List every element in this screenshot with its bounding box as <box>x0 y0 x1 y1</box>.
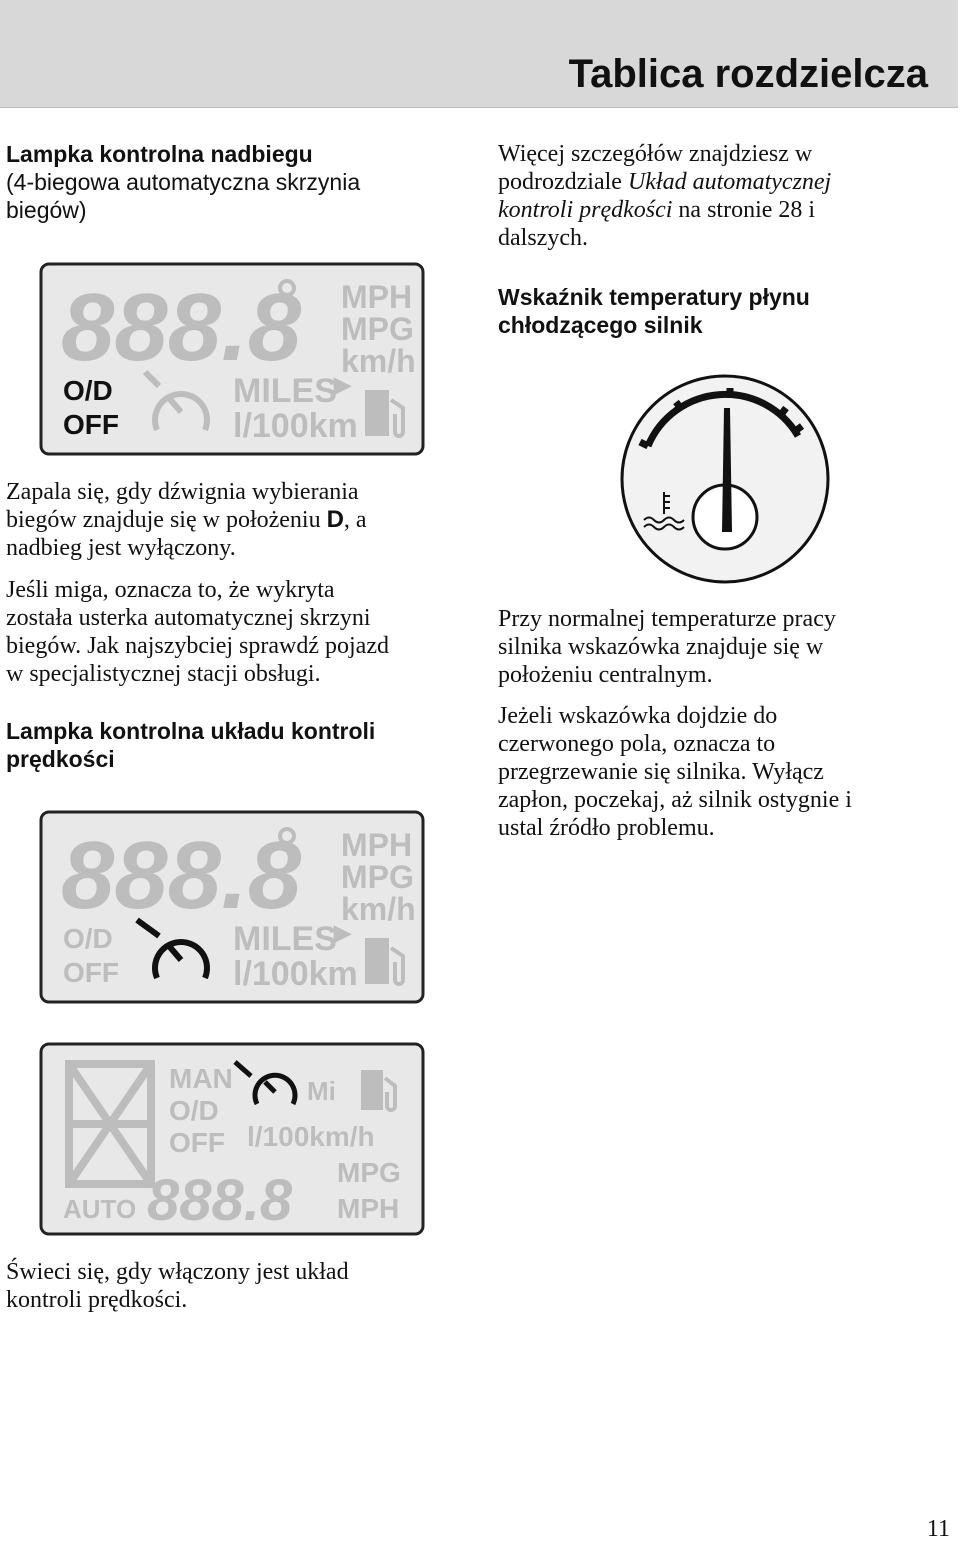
speed-control-heading-2: prędkości <box>6 746 115 772</box>
coolant-para2-line5: ustal źródło problemu. <box>498 815 715 841</box>
off-label: OFF <box>63 957 119 988</box>
page-header <box>0 0 958 108</box>
unit-mph: MPH <box>341 827 413 863</box>
overdrive-para1-line1: Zapala się, gdy dźwignia wybierania <box>6 479 359 505</box>
digit-readout: 888.8 <box>61 822 302 929</box>
auto-label: AUTO <box>63 1194 137 1224</box>
overdrive-subheading-2: biegów) <box>6 197 87 223</box>
coolant-para2-line1: Jeżeli wskazówka dojdzie do <box>498 703 778 729</box>
unit-mpg: MPG <box>341 311 414 347</box>
overdrive-para1-line3: nadbieg jest wyłączony. <box>6 535 236 561</box>
intro-line2: podrozdziale Układ automatycznej <box>498 169 832 195</box>
mi-label: Mi <box>307 1076 336 1106</box>
off-label: OFF <box>63 409 119 440</box>
digit-readout: 888.8 <box>61 274 302 381</box>
intro-line1: Więcej szczegółów znajdziesz w <box>498 141 813 167</box>
unit-miles: MILES <box>233 920 337 958</box>
od-label: O/D <box>169 1095 219 1126</box>
mpg-label: MPG <box>337 1157 401 1188</box>
page-title: Tablica rozdzielcza <box>568 52 928 96</box>
speed-control-display-panel <box>39 810 427 1005</box>
od-label: O/D <box>63 923 113 954</box>
unit-l100km: l/100km <box>233 407 358 445</box>
overdrive-para2-line2: została usterka automatycznej skrzyni <box>6 605 371 631</box>
arrow-glyph-icon: ▶ <box>334 920 351 945</box>
gear-position-d: D <box>326 506 344 533</box>
overdrive-para1-line2: biegów znajduje się w położeniu D, a <box>6 506 367 533</box>
coolant-para1-line1: Przy normalnej temperaturze pracy <box>498 606 836 632</box>
mph-label: MPH <box>337 1193 400 1224</box>
man-label: MAN <box>169 1063 233 1094</box>
arrow-glyph-icon: ▶ <box>334 372 351 397</box>
overdrive-subheading-1: (4-biegowa automatyczna skrzynia <box>6 169 361 195</box>
speed-control-para-line2: kontroli prędkości. <box>6 1287 188 1313</box>
alt-cluster-display-panel <box>39 1042 427 1237</box>
coolant-temperature-gauge <box>618 372 832 586</box>
speed-control-para-line1: Świeci się, gdy włączony jest układ <box>6 1259 349 1285</box>
overdrive-para2-line3: biegów. Jak najszybciej sprawdź pojazd <box>6 633 389 659</box>
coolant-heading-1: Wskaźnik temperatury płynu <box>498 284 810 310</box>
off-label: OFF <box>169 1127 225 1158</box>
overdrive-display-panel <box>39 262 427 457</box>
page-number: 11 <box>926 1516 950 1542</box>
coolant-para1-line3: położeniu centralnym. <box>498 662 713 688</box>
unit-kmh: km/h <box>341 343 416 379</box>
overdrive-heading: Lampka kontrolna nadbiegu <box>6 141 313 167</box>
unit-mpg: MPG <box>341 859 414 895</box>
coolant-para2-line2: czerwonego pola, oznacza to <box>498 731 776 757</box>
unit-kmh: km/h <box>341 891 416 927</box>
intro-line3: kontroli prędkości na stronie 28 i <box>498 197 816 223</box>
intro-line4: dalszych. <box>498 225 588 251</box>
coolant-heading-2: chłodzącego silnik <box>498 312 703 338</box>
unit-mph: MPH <box>341 279 413 315</box>
digit-readout: 888.8 <box>147 1168 293 1233</box>
l100kmh-label: l/100km/h <box>247 1121 375 1152</box>
speed-control-heading-1: Lampka kontrolna układu kontroli <box>6 718 376 744</box>
od-label: O/D <box>63 375 113 406</box>
coolant-para2-line4: zapłon, poczekaj, aż silnik ostygnie i <box>498 787 852 813</box>
overdrive-para2-line4: w specjalistycznej stacji obsługi. <box>6 661 321 687</box>
coolant-para2-line3: przegrzewanie się silnika. Wyłącz <box>498 759 824 785</box>
coolant-para1-line2: silnika wskazówka znajduje się w <box>498 634 824 660</box>
overdrive-para2-line1: Jeśli miga, oznacza to, że wykryta <box>6 577 335 603</box>
unit-miles: MILES <box>233 372 337 410</box>
unit-l100km: l/100km <box>233 955 358 993</box>
